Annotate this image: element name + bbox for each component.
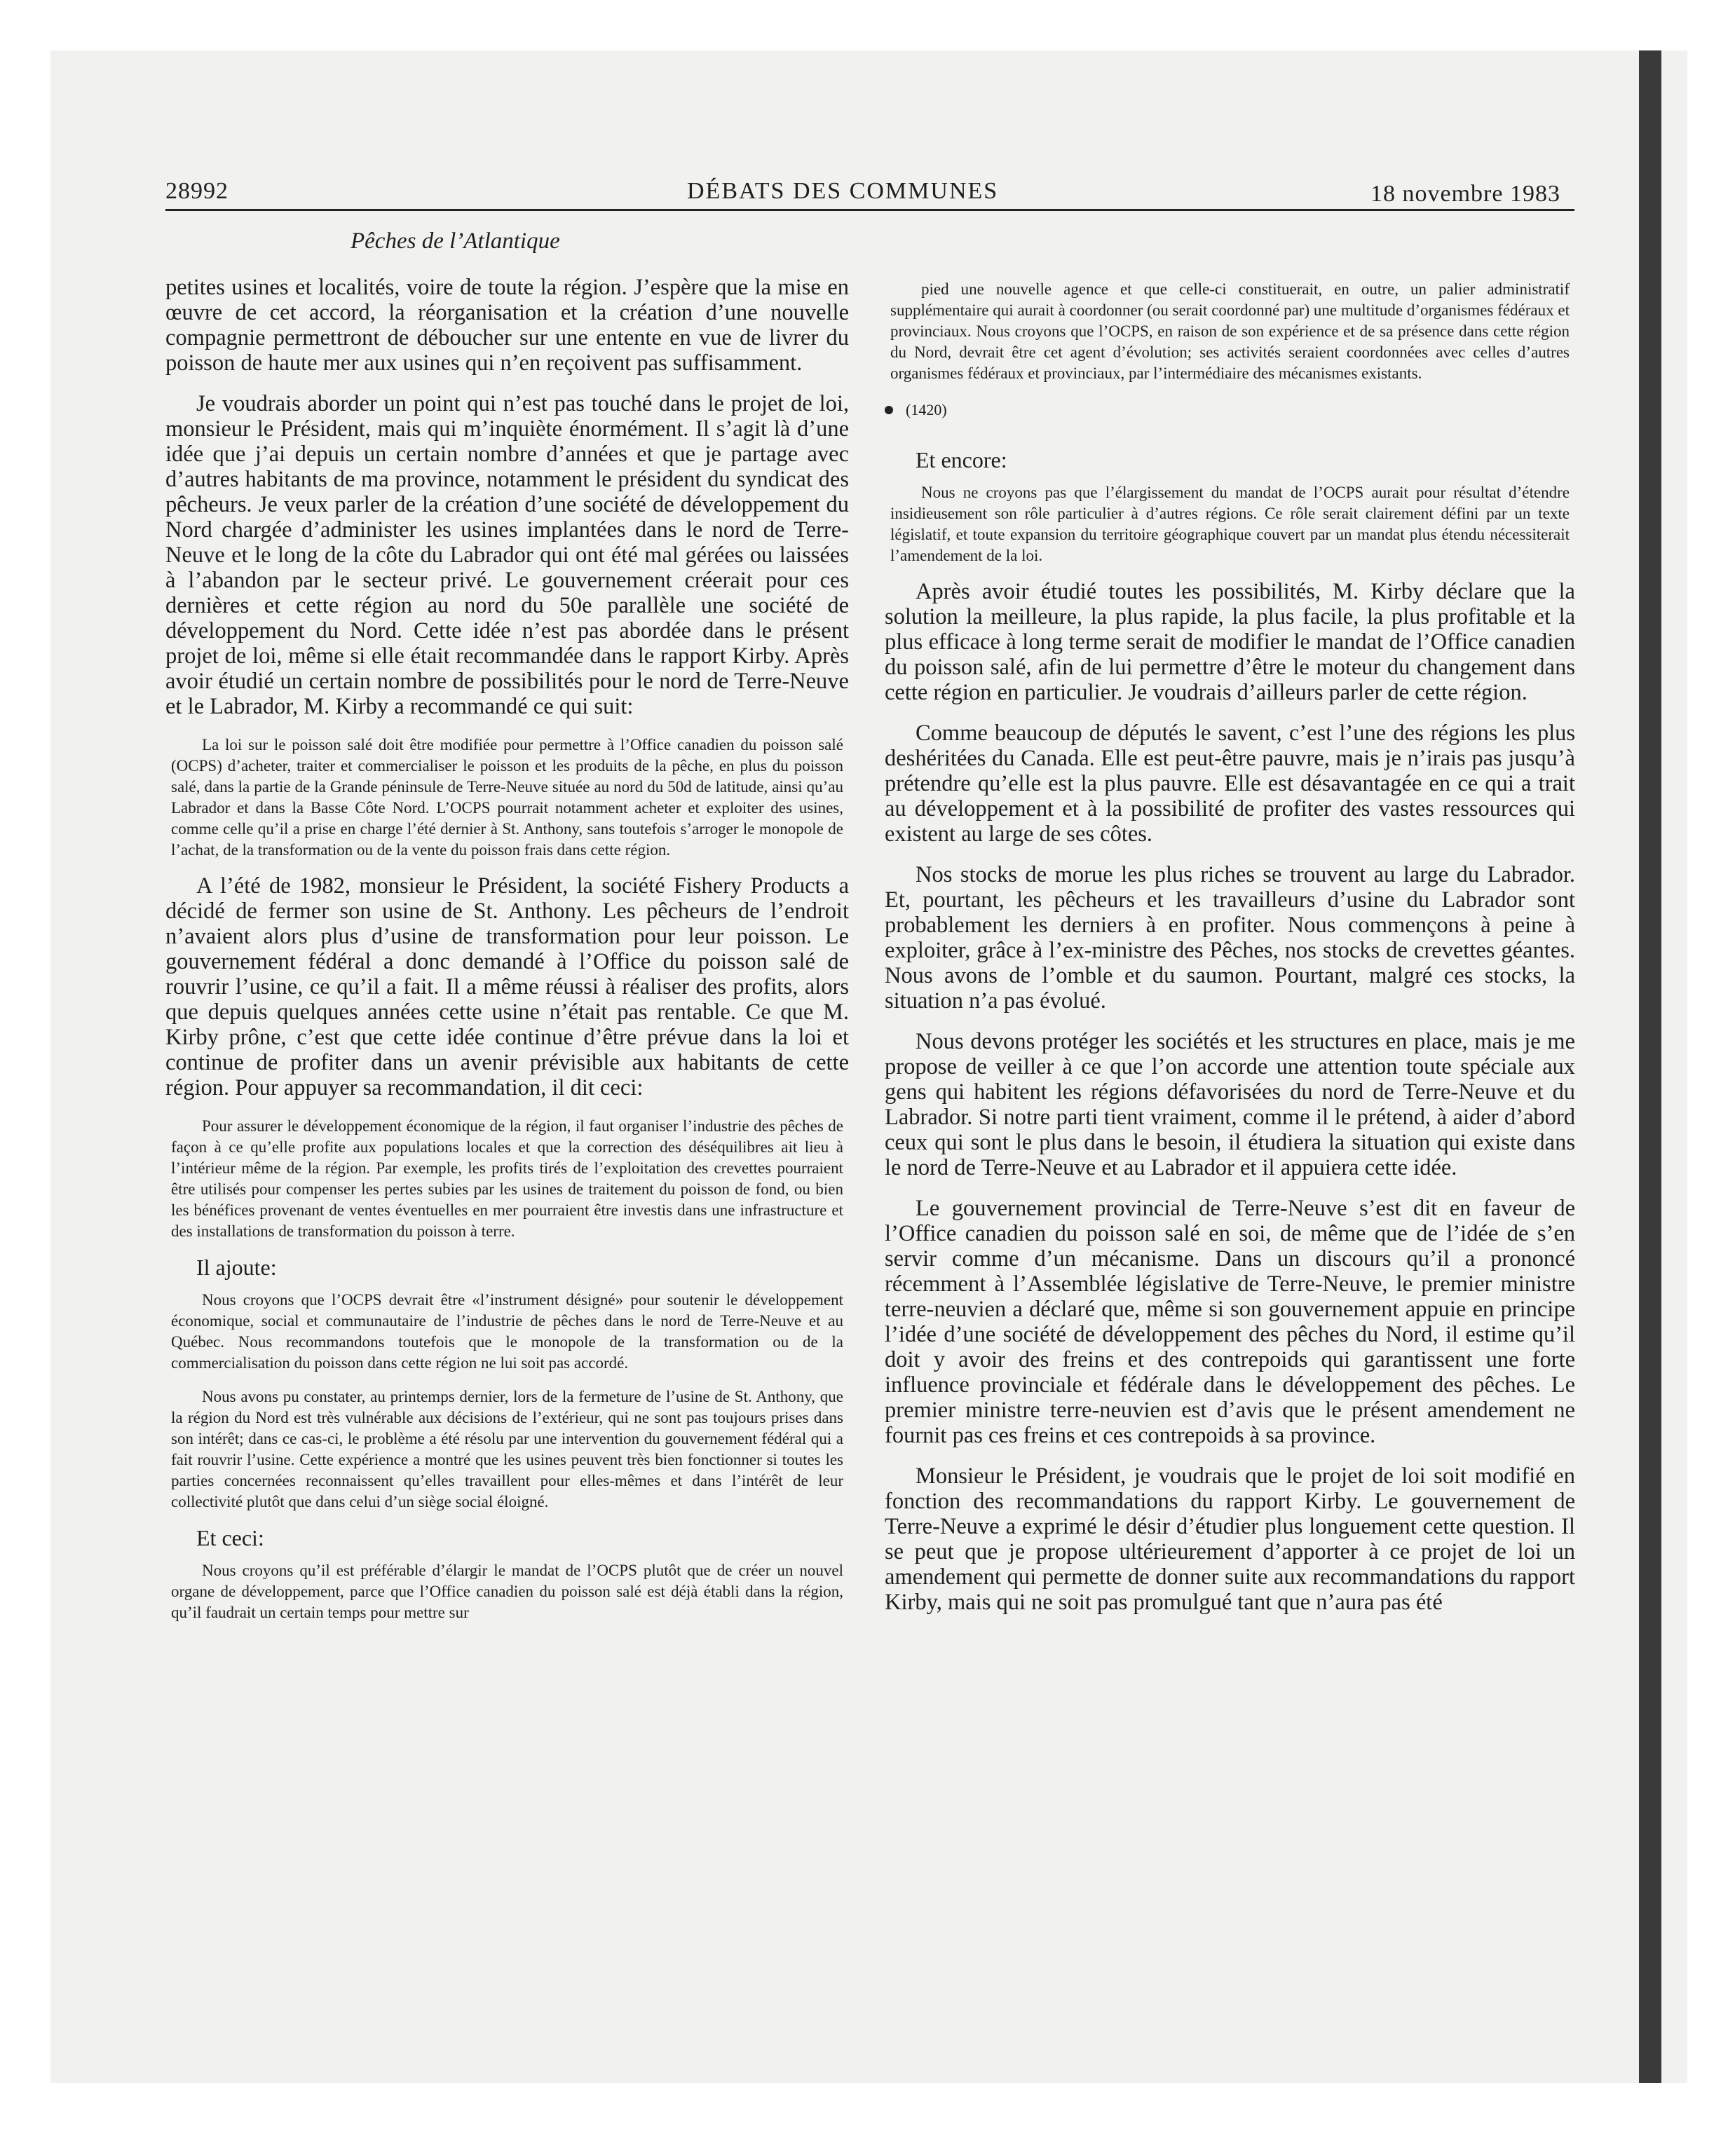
block-quote: Nous ne croyons pas que l’élargissement du mandat de l’OCPS aurait pour résultat d’étendre insidieusement son rôle particulier à d’autres régions. Ce rôle serait clairement défini par un texte législatif, et toute expansion du territoire géographique couvert par un mandat plus étendu nécessiterait l’amendement de la loi.	[890, 484, 1570, 564]
paragraph: A l’été de 1982, monsieur le Président, la société Fishery Products a décidé de fermer son usine de St. Anthony. Les pêcheurs de l’endroit n’avaient alors plus d’usine de transformation pour leur poisson. Le gouvernement fédéral a donc demandé à l’Office du poisson salé de rouvrir l’usine, ce qu’il a fait. Il a même réussi à réaliser des profits, alors que depuis quelques années cette usine n’était pas rentable. Ce que M. Kirby prône, c’est que cette idée continue d’être prévue dans la loi et continue de profiter dans un avenir prévisible aux habitants de cette région. Pour appuyer sa recommandation, il dit ceci:	[165, 873, 849, 1100]
right-column	[885, 279, 1575, 1630]
paragraph: Après avoir étudié toutes les possibilités, M. Kirby déclare que la solution la meilleure, la plus rapide, la plus facile, la plus profitable et la plus efficace à long terme serait de modifier le mandat de l’Office canadien du poisson salé, afin de lui permettre d’être le moteur du changement dans cette région en particulier. Je voudrais d’ailleurs parler de cette région.	[885, 579, 1575, 705]
page-date: 18 novembre 1983	[1370, 181, 1560, 207]
paragraph: Le gouvernement provincial de Terre-Neuve s’est dit en faveur de l’Office canadien du poisson salé en soi, de même que de l’idée de s’en servir comme d’un mécanisme. Dans un discours qu’il a prononcé récemment à l’Assemblée législative de Terre-Neuve, le premier ministre terre-neuvien a déclaré que, même si son gouvernement appuie en principe l’idée d’une société de développement des pêches du Nord, il estime qu’il doit y avoir des freins et des contrepoids qui garantissent une forte influence provinciale et fédérale dans le développement des pêches. Le premier ministre terre-neuvien est d’avis que le présent amendement ne fournit pas ces freins et ces contrepoids à sa province.	[885, 1196, 1575, 1448]
time-marker	[885, 401, 1575, 419]
header-divider	[165, 209, 1574, 211]
page-number: 28992	[165, 178, 229, 204]
left-column	[165, 275, 849, 1636]
paragraph: Je voudrais aborder un point qui n’est pas touché dans le projet de loi, monsieur le Président, mais qui m’inquiète énormément. Il s’agit là d’une idée que j’ai depuis un certain nombre d’années et que je partage avec d’autres habitants de ma province, notamment le président du syndicat des pêcheurs. Je veux parler de la création d’une société de développement du Nord chargée d’administer les usines implantées dans le nord de Terre-Neuve et le long de la côte du Labrador qui ont été mal gérées ou laissées à l’abandon par le secteur privé. Le gouvernement créerait pour ces dernières et cette région au nord du 50e parallèle une société de développement du Nord. Cette idée n’est pas abordée dans le présent projet de loi, même si elle était recommandée dans le rapport Kirby. Après avoir étudié un certain nombre de possibilités pour le nord de Terre-Neuve et le Labrador, M. Kirby a recommandé ce qui suit:	[165, 391, 849, 719]
section-title: Pêches de l’Atlantique	[351, 228, 560, 254]
block-quote: La loi sur le poisson salé doit être modifiée pour permettre à l’Office canadien du poisson salé (OCPS) d’acheter, traiter et commercialiser le poisson et les produits de la pêche, en plus du poisson salé, dans la partie de la Grande péninsule de Terre-Neuve située au nord du 50d de latitude, ainsi qu’au Labrador et dans la Basse Côte Nord. L’OCPS pourrait notamment acheter et exploiter des usines, comme celle qu’il a prise en charge l’été dernier à St. Anthony, sans toutefois s’arroger le monopole de l’achat, de la transformation ou de la vente du poisson frais dans cette région.	[171, 736, 843, 859]
block-quote: pied une nouvelle agence et que celle-ci constituerait, en outre, un palier administratif supplémentaire qui aurait à coordonner (ou serait coordonné par) une multitude d’organismes fédéraux et provinciaux. Nous croyons que l’OCPS, en raison de son expérience et de sa présence dans cette région du Nord, devrait être cet agent d’évolution; ses activités seraient coordonnées avec celles d’autres organismes fédéraux et provinciaux, par l’intermédiaire des mécanismes existants.	[890, 280, 1570, 382]
quote-lead: Et ceci:	[196, 1525, 264, 1550]
paragraph: Monsieur le Président, je voudrais que le projet de loi soit modifié en fonction des recommandations du rapport Kirby. Le gouvernement de Terre-Neuve a exprimé le désir d’étudier plus longuement cette question. Il se peut que je propose ultérieurement d’apporter à ce projet de loi un amendement qui permette de donner suite aux recommandations du rapport Kirby, mais qui ne soit pas promulgué tant que n’aura pas été	[885, 1464, 1575, 1615]
block-quote: Nous croyons que l’OCPS devrait être «l’instrument désigné» pour soutenir le développement économique, social et communautaire de l’industrie de pêches dans le nord de Terre-Neuve et au Québec. Nous recommandons toutefois que le monopole de la transformation ou de la commercialisation du poisson dans cette région ne lui soit pas accordé.	[171, 1291, 843, 1372]
bullet-icon	[885, 406, 893, 414]
publication-title: DÉBATS DES COMMUNES	[687, 178, 999, 204]
time-stamp-text: (1420)	[906, 401, 947, 418]
paragraph: Nos stocks de morue les plus riches se trouvent au large du Labrador. Et, pourtant, les pêcheurs et les travailleurs d’usine du Labrador sont probablement les derniers à en profiter. Nous commençons à peine à exploiter, grâce à l’ex-ministre des Pêches, nos stocks de crevettes géantes. Nous avons de l’omble et du saumon. Pourtant, malgré ces stocks, la situation n’a pas évolué.	[885, 862, 1575, 1014]
block-quote: Nous croyons qu’il est préférable d’élargir le mandat de l’OCPS plutôt que de créer un nouvel organe de développement, parce que l’Office canadien du poisson salé est déjà établi dans la région, qu’il faudrait un certain temps pour mettre sur	[171, 1562, 843, 1621]
paragraph: Comme beaucoup de députés le savent, c’est l’une des régions les plus deshéritées du Canada. Elle est peut-être pauvre, mais je n’irais pas jusqu’à prétendre qu’elle est la plus pauvre. Elle est désavantagée en ce qui a trait au développement et à la possibilité de profiter des vastes ressources qui existent au large de ses côtes.	[885, 721, 1575, 847]
quote-lead: Et encore:	[916, 447, 1007, 472]
block-quote: Pour assurer le développement économique de la région, il faut organiser l’industrie des pêches de façon à ce qu’elle profite aux populations locales et que la correction des déséquilibres ait lieu à l’intérieur même de la région. Par exemple, les profits tirés de l’exploitation des crevettes pourraient être utilisés pour compenser les pertes subies par les usines de traitement du poisson de fond, ou bien les bénéfices provenant de ventes éventuelles en mer pourraient être investis dans une infrastructure et des installations de transformation du poisson à terre.	[171, 1117, 843, 1240]
quote-lead: Il ajoute:	[196, 1255, 277, 1280]
paragraph: Nous devons protéger les sociétés et les structures en place, mais je me propose de veiller à ce que l’on accorde une attention toute spéciale aux gens qui habitent les régions défavorisées du nord de Terre-Neuve et du Labrador. Si notre parti tient vraiment, comme il le prétend, à aider d’abord ceux qui sont le plus dans le besoin, il étudiera la situation qui existe dans le nord de Terre-Neuve et au Labrador et il appuiera cette idée.	[885, 1029, 1575, 1180]
paragraph: petites usines et localités, voire de toute la région. J’espère que la mise en œuvre de cet accord, la réorganisation et la création d’une nouvelle compagnie permettront de déboucher sur une entente en vue de livrer du poisson de haute mer aux usines qui n’en reçoivent pas suffisamment.	[165, 275, 849, 376]
block-quote: Nous avons pu constater, au printemps dernier, lors de la fermeture de l’usine de St. Anthony, que la région du Nord est très vulnérable aux décisions de l’extérieur, qui ne sont pas toujours prises dans son intérêt; dans ce cas-ci, le problème a été résolu par une intervention du gouvernement fédéral qui a fait rouvrir l’usine. Cette expérience a montré que les usines peuvent très bien fonctionner si toutes les parties concernées reconnaissent qu’elles travaillent pour elles-mêmes et dans l’intérêt de leur collectivité plutôt que dans celui d’un siège social éloigné.	[171, 1388, 843, 1510]
scan-edge	[1639, 50, 1661, 2083]
